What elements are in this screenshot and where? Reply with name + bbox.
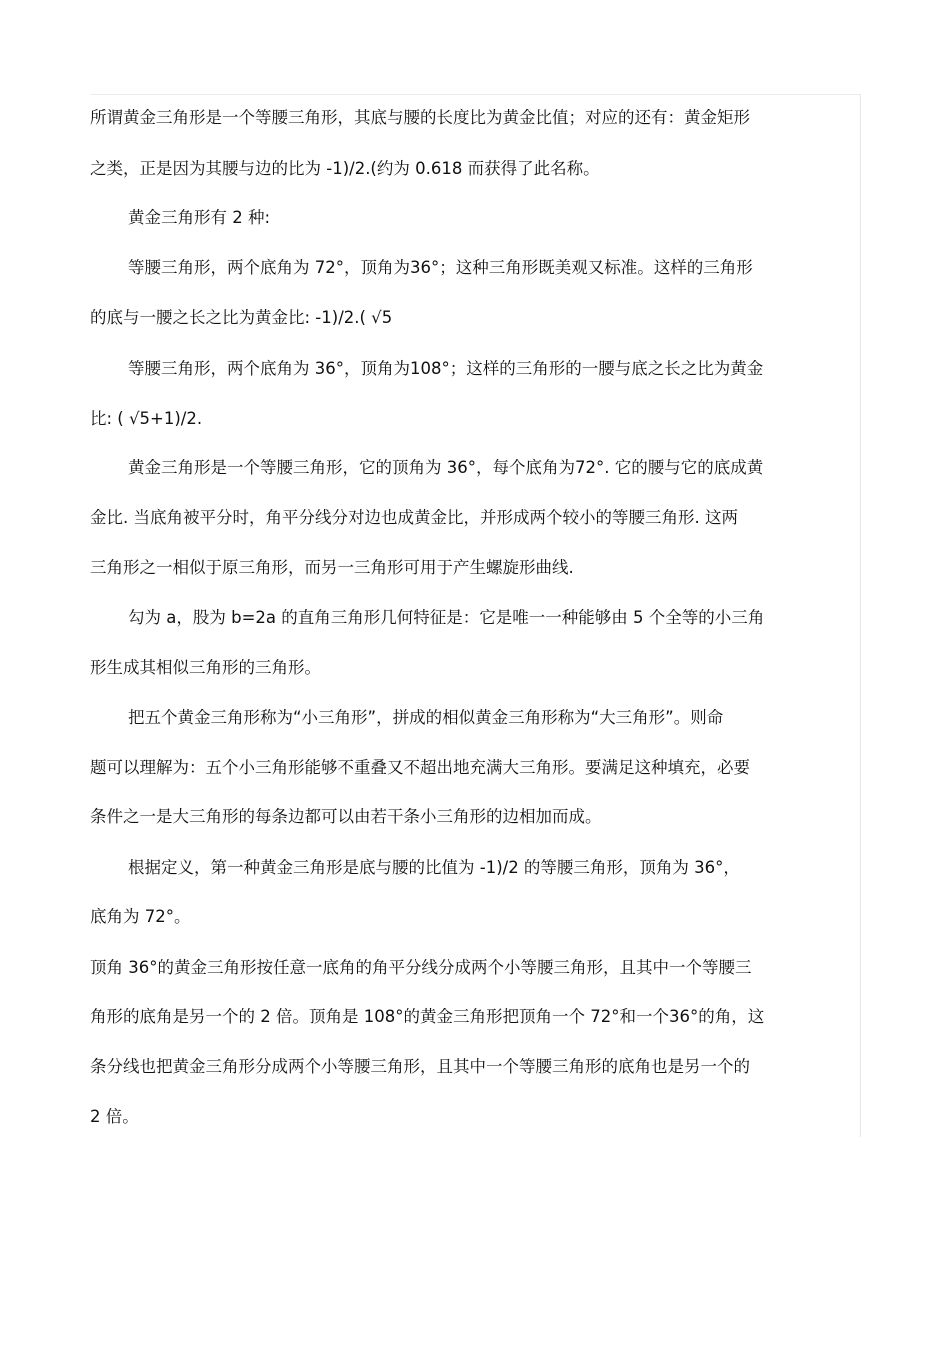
text-line-2: 之类，正是因为其腰与边的比为 -1)/2.(约为 0.618 而获得了此名称。	[90, 159, 600, 178]
text-line-16: 根据定义，第一种黄金三角形是底与腰的比值为 -1)/2 的等腰三角形，顶角为 36°，	[128, 858, 740, 877]
text-line-19: 角形的底角是另一个的 2 倍。顶角是 108°的黄金三角形把顶角一个 72°和一个36°的角，这	[90, 1007, 765, 1026]
text-line-4: 等腰三角形，两个底角为 72°，顶角为36°；这种三角形既美观又标准。这样的三角形	[128, 258, 753, 277]
text-line-7: 比: ( √5+1)/2.	[90, 409, 203, 428]
text-line-9: 金比. 当底角被平分时，角平分线分对边也成黄金比，并形成两个较小的等腰三角形. 这两	[90, 508, 738, 527]
text-line-14: 题可以理解为：五个小三角形能够不重叠又不超出地充满大三角形。要满足这种填充，必要	[90, 758, 750, 777]
page-border-top	[90, 94, 860, 95]
text-line-6: 等腰三角形，两个底角为 36°，顶角为108°；这样的三角形的一腰与底之长之比为黄金	[128, 359, 764, 378]
text-line-5: 的底与一腰之长之比为黄金比: -1)/2.( √5	[90, 308, 393, 327]
text-line-10: 三角形之一相似于原三角形，而另一三角形可用于产生螺旋形曲线.	[90, 558, 574, 577]
page-border-right	[860, 94, 861, 1137]
text-line-11: 勾为 a，股为 b=2a 的直角三角形几何特征是：它是唯一一种能够由 5 个全等的小三角	[128, 608, 765, 627]
text-line-3: 黄金三角形有 2 种:	[128, 208, 271, 227]
text-line-12: 形生成其相似三角形的三角形。	[90, 658, 321, 677]
text-line-8: 黄金三角形是一个等腰三角形，它的顶角为 36°，每个底角为72°. 它的腰与它的底成黄	[128, 458, 764, 477]
text-line-21: 2 倍。	[90, 1107, 139, 1126]
text-line-17: 底角为 72°。	[90, 907, 191, 926]
text-line-13: 把五个黄金三角形称为“小三角形”，拼成的相似黄金三角形称为“大三角形”。则命	[128, 708, 724, 727]
text-line-20: 条分线也把黄金三角形分成两个小等腰三角形，且其中一个等腰三角形的底角也是另一个的	[90, 1057, 750, 1076]
text-line-15: 条件之一是大三角形的每条边都可以由若干条小三角形的边相加而成。	[90, 807, 602, 826]
text-line-18: 顶角 36°的黄金三角形按任意一底角的角平分线分成两个小等腰三角形，且其中一个等腰三	[90, 958, 752, 977]
text-line-1: 所谓黄金三角形是一个等腰三角形，其底与腰的长度比为黄金比值；对应的还有：黄金矩形	[90, 108, 750, 127]
